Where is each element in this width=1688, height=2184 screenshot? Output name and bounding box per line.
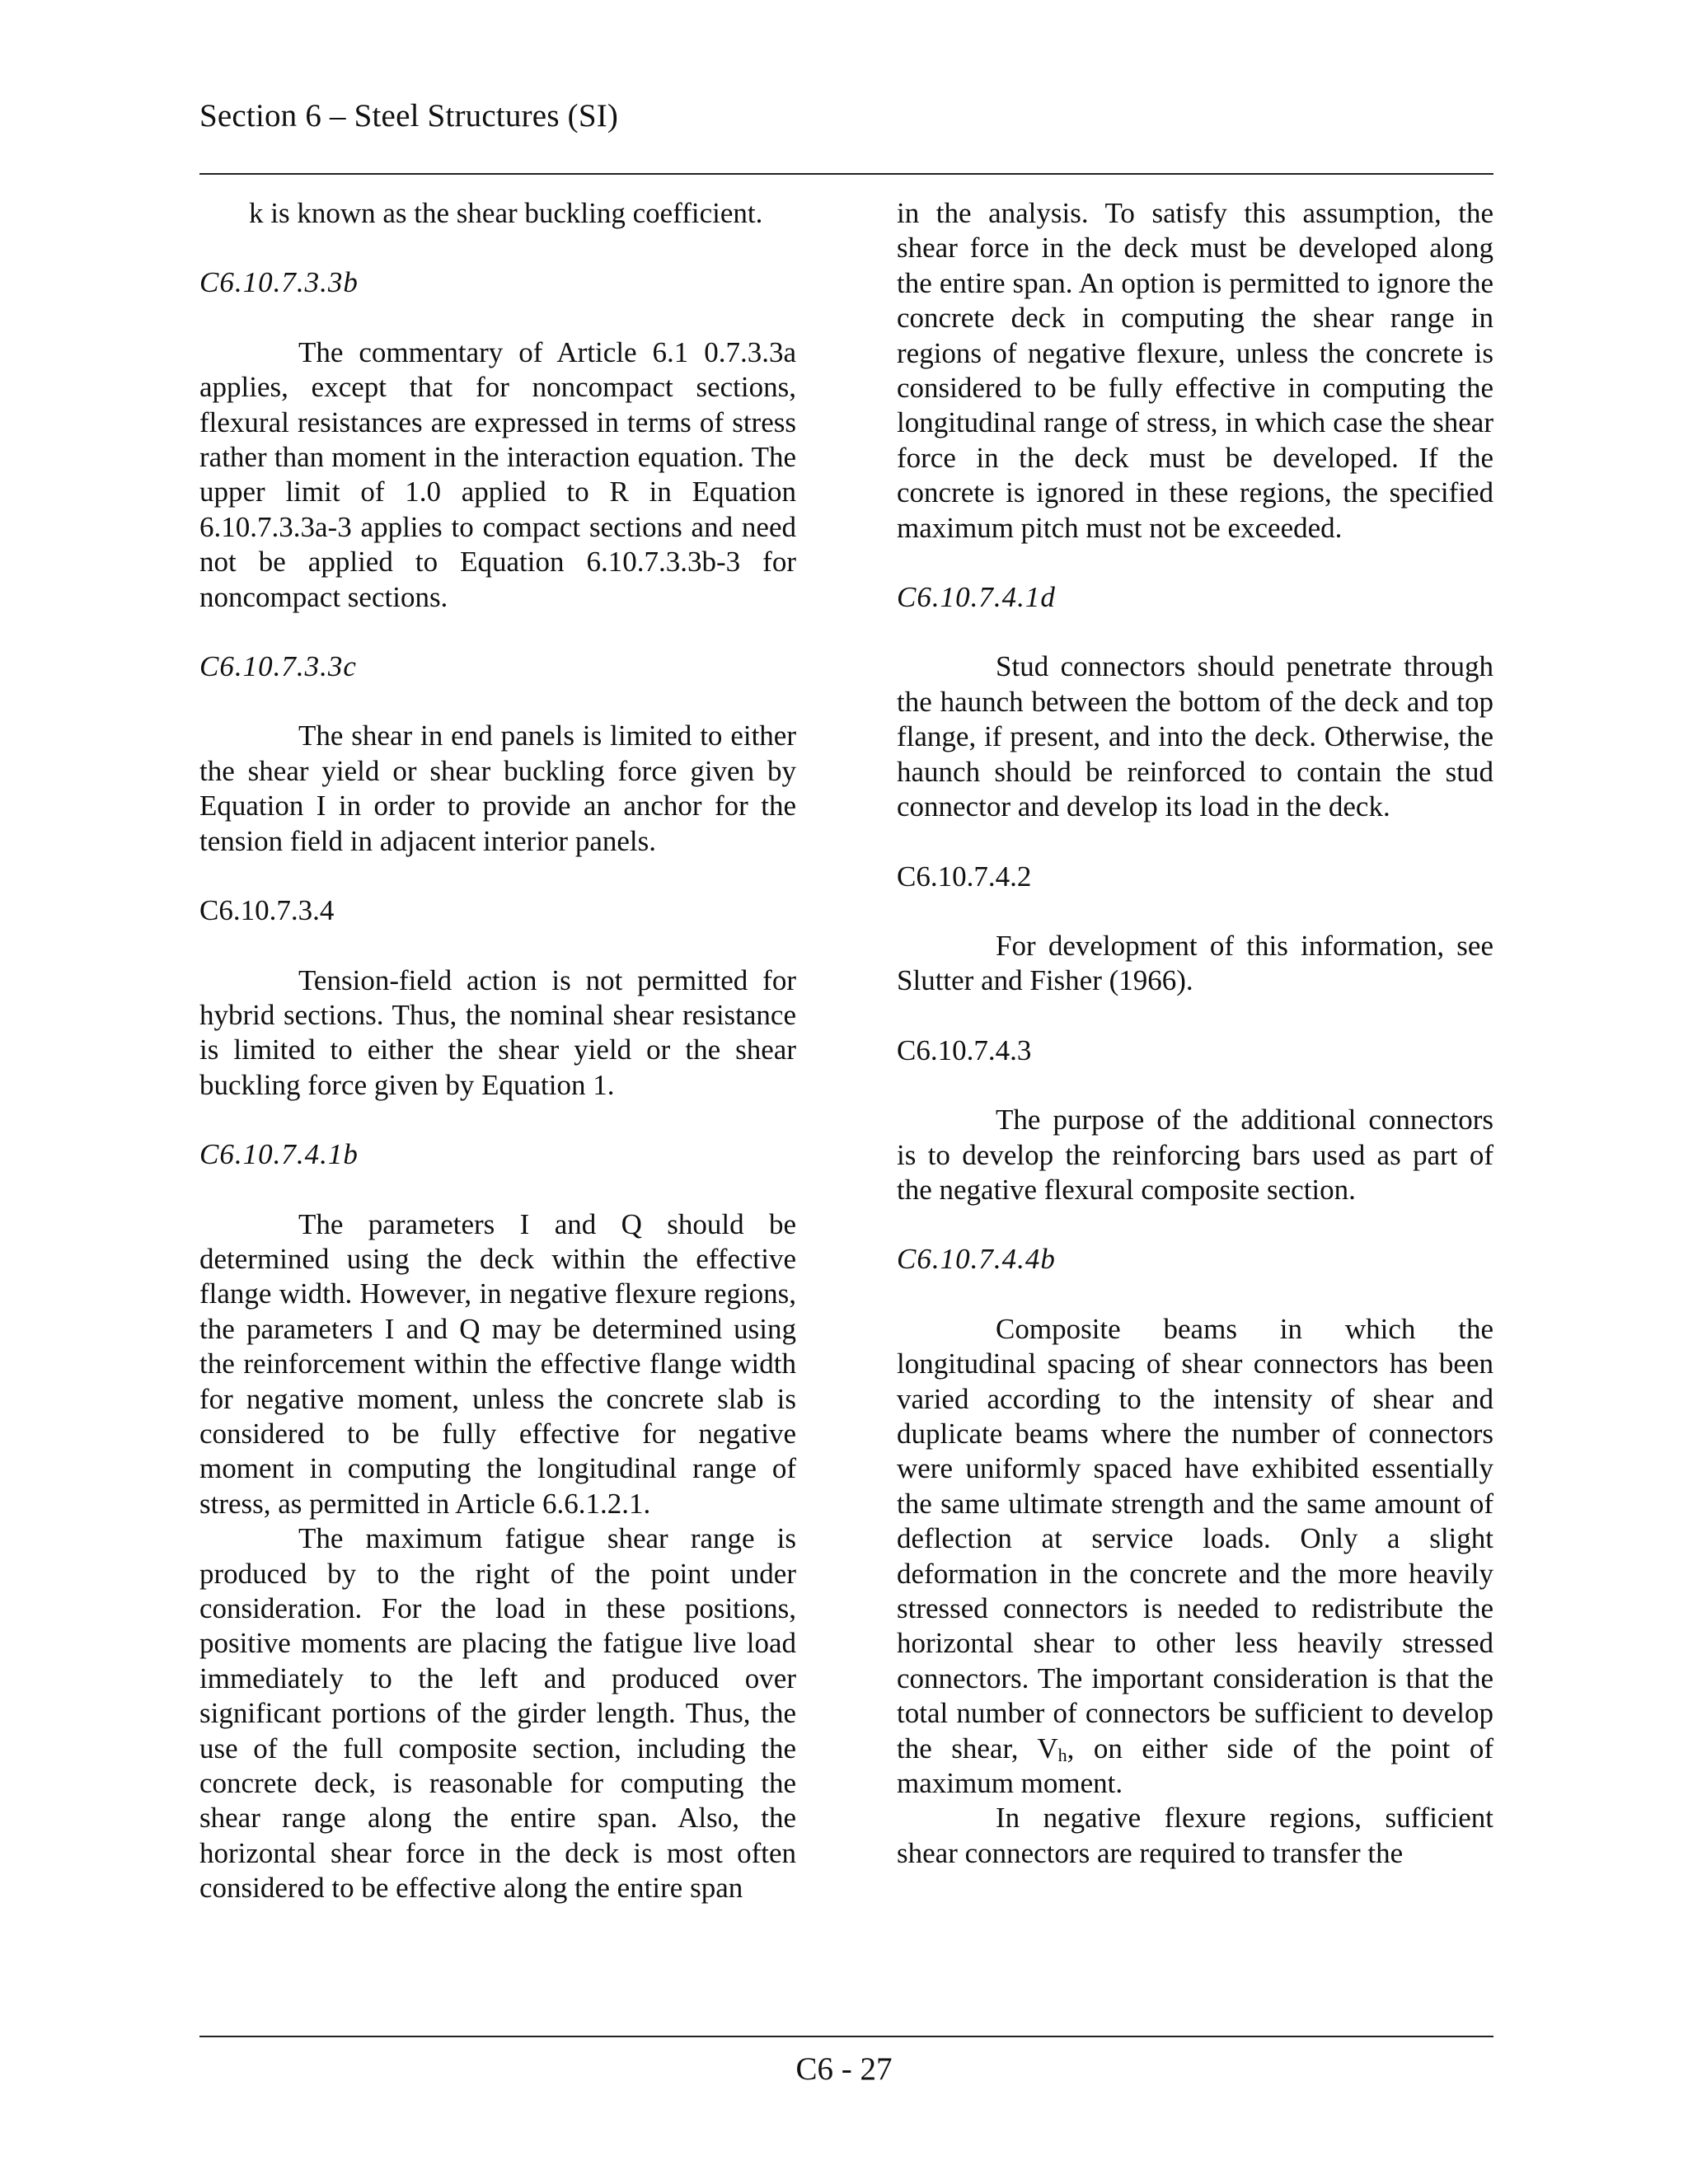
paragraph: The shear in end panels is limited to either the shear yield or shear buckling force given by Equation I in order to provide an anchor for the tension field in adjacent interior panels.: [199, 719, 796, 857]
paragraph: k is known as the shear buckling coefficient.: [249, 197, 763, 229]
shear-symbol: V: [1037, 1732, 1058, 1765]
section-heading: C6.10.7.4.1b: [199, 1138, 359, 1171]
shear-subscript: h: [1057, 1744, 1067, 1765]
paragraph: In negative flexure regions, sufficient shear connectors are required to transfer the: [897, 1802, 1493, 1869]
footer-rule: [199, 2036, 1493, 2037]
section-heading: C6.10.7.3.3c: [199, 650, 357, 683]
paragraph-text: Composite beams in which the longitudinal spacing of shear connectors has been varied according to the intensity of shear and duplicate beams where the number of connectors were uniformly spaced have exhibited essentially the same ultimate strength and the same amount of deflection at service loads. Only a slight deformation in the concrete and the more heavily stressed connectors is needed to redistribute the horizontal shear to other less heavily stressed connectors. The important consideration is that the total number of connectors be sufficient to develop the shear,: [897, 1312, 1493, 1765]
paragraph: Tension-field action is not permitted for hybrid sections. Thus, the nominal shear resistance is limited to either the shear yield or the shear buckling force given by Equation 1.: [199, 963, 796, 1101]
section-heading: C6.10.7.4.4b: [897, 1243, 1056, 1276]
left-column: [199, 196, 796, 1906]
paragraph: [897, 1312, 1493, 1802]
section-heading: C6.10.7.3.3b: [199, 266, 359, 299]
paragraph: For development of this information, see Slutter and Fisher (1966).: [897, 929, 1493, 997]
section-heading: C6.10.7.4.2: [897, 860, 1032, 893]
page-number: C6 - 27: [795, 2051, 893, 2087]
paragraph-text: , on either side of the point of maximum moment.: [897, 1732, 1493, 1800]
header-rule: [199, 173, 1493, 175]
paragraph: The purpose of the additional connectors is to develop the reinforcing bars used as part of the negative flexural composite section.: [897, 1104, 1493, 1206]
paragraph: in the analysis. To satisfy this assumption, the shear force in the deck must be developed along the entire span. An option is permitted to ignore the concrete deck in computing the shear range in regions of negative flexure, unless the concrete is considered to be fully effective in computing the longitudinal range of stress, in which case the shear force in the deck must be developed. If the concrete is ignored in these regions, the specified maximum pitch must not be exceeded.: [897, 197, 1493, 544]
paragraph: The parameters I and Q should be determined using the deck within the effective flange width. However, in negative flexure regions, the parameters I and Q may be determined using the reinforcement within the effective flange width for negative moment, unless the concrete slab is considered to be fully effective for negative moment in computing the longitudinal range of stress, as permitted in Article 6.6.1.2.1.: [199, 1207, 796, 1520]
paragraph: The commentary of Article 6.1 0.7.3.3a applies, except that for noncompact sections, flexural resistances are expressed in terms of stress rather than moment in the interaction equation. The upper limit of 1.0 applied to R in Equation 6.10.7.3.3a-3 applies to compact sections and need not be applied to Equation 6.10.7.3.3b-3 for noncompact sections.: [199, 335, 796, 613]
section-heading: C6.10.7.4.3: [897, 1033, 1032, 1066]
running-head: Section 6 – Steel Structures (SI): [199, 98, 619, 134]
paragraph: Stud connectors should penetrate through the haunch between the bottom of the deck and top flange, if present, and into the deck. Otherwise, the haunch should be reinforced to contain the stud connector and develop its load in the deck.: [897, 650, 1493, 823]
section-heading: C6.10.7.4.1d: [897, 581, 1056, 614]
section-heading: C6.10.7.3.4: [199, 894, 335, 927]
paragraph: The maximum fatigue shear range is produced by to the right of the point under consideration. For the load in these positions, positive moments are placing the fatigue live load immediately to the left and produced over significant portions of the girder length. Thus, the use of the full composite section, including the concrete deck, is reasonable for computing the shear range along the entire span. Also, the horizontal shear force in the deck is most often considered to be effective along the entire span: [199, 1522, 796, 1905]
right-column: [897, 196, 1493, 1871]
